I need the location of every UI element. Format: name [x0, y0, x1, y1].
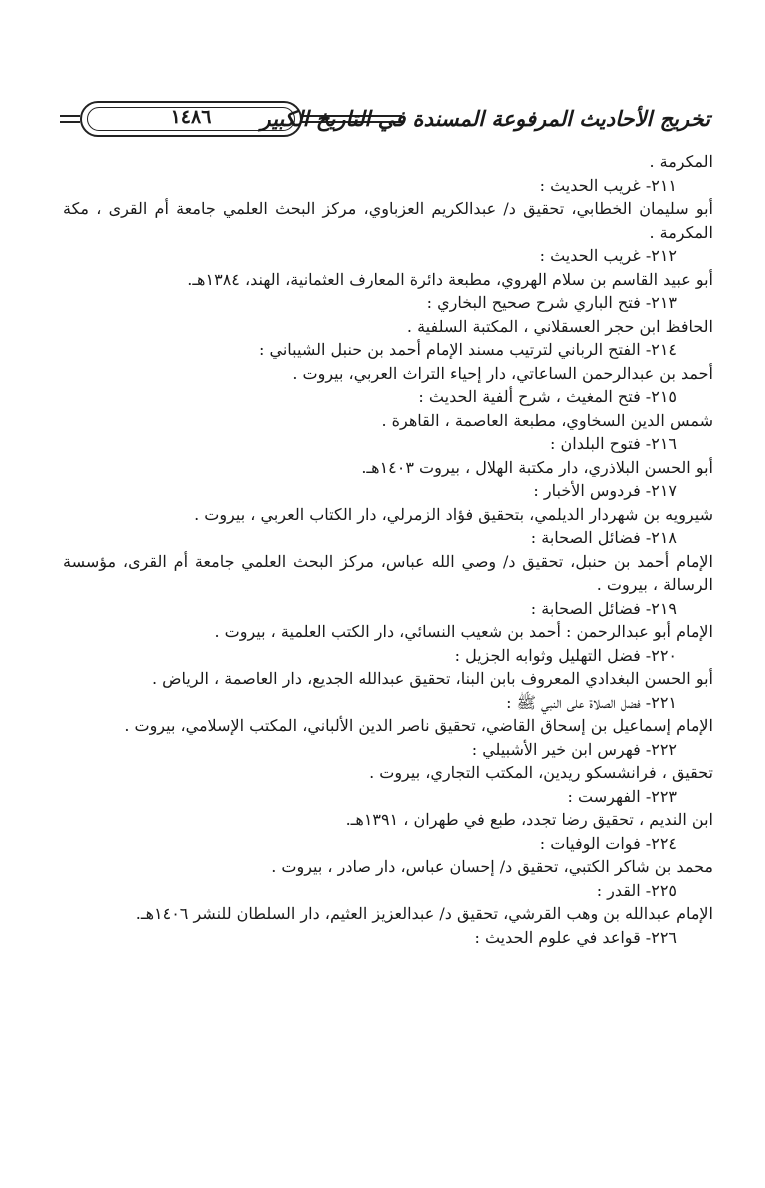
- entry-title: ٢٢٣- الفهرست :: [567, 786, 677, 806]
- entry-title: ٢١١- غريب الحديث :: [539, 175, 677, 195]
- entry-text: الإمام إسماعيل بن إسحاق القاضي، تحقيق ناصر الدين الألباني، المكتب الإسلامي، بيروت .: [124, 716, 713, 735]
- bibliography-list: [63, 150, 713, 949]
- entry-text: الإمام أحمد بن حنبل، تحقيق د/ وصي الله عباس، مركز البحث العلمي جامعة أم القرى، مؤسسة: [63, 551, 713, 571]
- entry-title: ٢٢٢- فهرس ابن خير الأشبيلي :: [471, 739, 677, 759]
- entry-text: ابن النديم ، تحقيق رضا تجدد، طبع في طهران ، ١٣٩١هـ.: [345, 810, 713, 829]
- entry-text: الإمام عبدالله بن وهب القرشي، تحقيق د/ عبدالعزيز العثيم، دار السلطان للنشر ١٤٠٦هـ.: [135, 904, 713, 923]
- header-rule-left: [60, 115, 80, 123]
- entry-text: تحقيق ، فرانشسكو ريدين، المكتب التجاري، بيروت .: [369, 763, 713, 782]
- entry-title: ٢٢٠- فضل التهليل وثوابه الجزيل :: [454, 645, 677, 665]
- entry-text: أبو عبيد القاسم بن سلام الهروي، مطبعة دائرة المعارف العثمانية، الهند، ١٣٨٤هـ.: [187, 269, 713, 289]
- entry-title: ٢٢٤- فوات الوفيات :: [539, 833, 677, 853]
- entry-text: الرسالة ، بيروت .: [596, 575, 713, 594]
- entry-title: ٢١٣- فتح الباري شرح صحيح البخاري :: [426, 293, 677, 312]
- entry-text: الحافظ ابن حجر العسقلاني ، المكتبة السلفية .: [406, 316, 713, 336]
- page-number: ١٤٨٦: [170, 106, 212, 128]
- entry-text: الإمام أبو عبدالرحمن : أحمد بن شعيب النسائي، دار الكتب العلمية ، بيروت .: [214, 622, 713, 641]
- entry-title: ٢٢٦- قواعد في علوم الحديث :: [474, 927, 677, 947]
- entry-text: أبو الحسن البلاذري، دار مكتبة الهلال ، بيروت ١٤٠٣هـ.: [361, 457, 713, 477]
- entry-text: شمس الدين السخاوي، مطبعة العاصمة ، القاهرة .: [381, 410, 713, 430]
- entry-title: ٢١٥- فتح المغيث ، شرح ألفية الحديث :: [418, 387, 677, 406]
- entry-text: محمد بن شاكر الكتبي، تحقيق د/ إحسان عباس، دار صادر ، بيروت .: [271, 857, 713, 876]
- book-title: تخريج الأحاديث المرفوعة المسندة في التاريخ الكبير: [260, 106, 710, 131]
- entry-title: ٢٢٥- القدر :: [596, 880, 677, 900]
- running-header: [60, 98, 710, 148]
- entry-text: المكرمة .: [649, 152, 713, 171]
- entry-title: ٢١٩- فضائل الصحابة :: [530, 598, 677, 618]
- entry-text: شيرويه بن شهردار الديلمي، بتحقيق فؤاد الزمرلي، دار الكتاب العربي ، بيروت .: [194, 504, 713, 524]
- entry-title: ٢١٧- فردوس الأخبار :: [533, 481, 677, 500]
- entry-text: أبو الحسن البغدادي المعروف بابن البنا، تحقيق عبدالله الجديع، دار العاصمة ، الرياض .: [151, 669, 713, 688]
- entry-text: أحمد بن عبدالرحمن الساعاتي، دار إحياء التراث العربي، بيروت .: [292, 363, 713, 383]
- entry-text: المكرمة .: [649, 222, 713, 242]
- entry-title: ٢١٨- فضائل الصحابة :: [530, 528, 677, 547]
- entry-text: أبو سليمان الخطابي، تحقيق د/ عبدالكريم العزباوي، مركز البحث العلمي جامعة أم القرى ، مكة: [63, 199, 713, 218]
- entry-title: ٢١٢- غريب الحديث :: [539, 246, 677, 265]
- entry-title: ٢١٤- الفتح الرباني لترتيب مسند الإمام أحمد بن حنبل الشيباني :: [259, 340, 677, 359]
- entry-title: ٢٢١- فضل الصلاة على النبي ﷺ :: [506, 692, 677, 712]
- entry-title: ٢١٦- فتوح البلدان :: [550, 434, 677, 453]
